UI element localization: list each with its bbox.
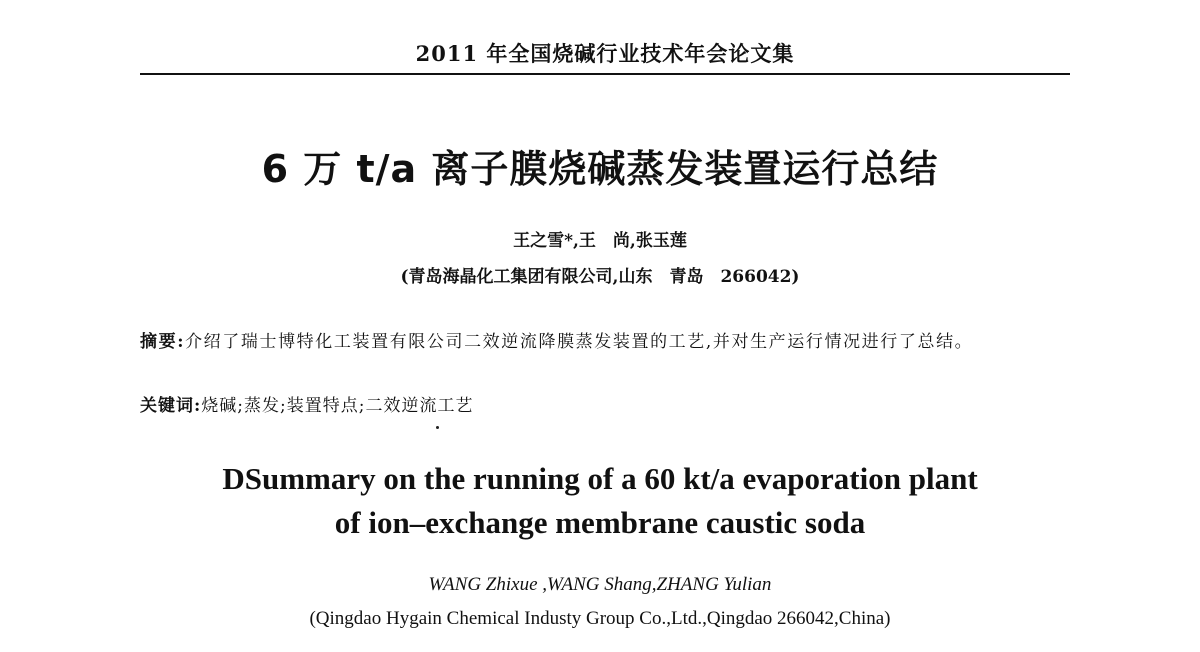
header-rule <box>140 73 1070 75</box>
running-header: 2011 年全国烧碱行业技术年会论文集 <box>415 41 795 66</box>
english-title-line-1: DSummary on the running of a 60 kt/a evaporation plant <box>222 461 978 496</box>
abstract-text: 介绍了瑞士博特化工装置有限公司二效逆流降膜蒸发装置的工艺,并对生产运行情况进行了总结。 <box>185 332 974 352</box>
chinese-authors: 王之雪*,王 尚,张玉莲 <box>513 231 687 251</box>
english-authors: WANG Zhixue ,WANG Shang,ZHANG Yulian <box>428 574 772 595</box>
english-title-line-2: of ion–exchange membrane caustic soda <box>334 505 866 540</box>
abstract-label: 摘要: <box>140 332 186 352</box>
english-affiliation: (Qingdao Hygain Chemical Industy Group Co.,Ltd.,Qingdao 266042,China) <box>309 608 891 629</box>
abstract <box>140 327 1070 357</box>
keywords <box>140 391 1070 416</box>
stray-dot-mark <box>436 426 439 429</box>
keywords-text: 烧碱;蒸发;装置特点;二效逆流工艺 <box>201 396 474 416</box>
keywords-label: 关键词: <box>140 396 202 416</box>
chinese-title: 6 万 t/a 离子膜烧碱蒸发装置运行总结 <box>261 147 939 191</box>
chinese-affiliation: (青岛海晶化工集团有限公司,山东 青岛 266042) <box>400 267 800 287</box>
english-title <box>0 457 1200 545</box>
